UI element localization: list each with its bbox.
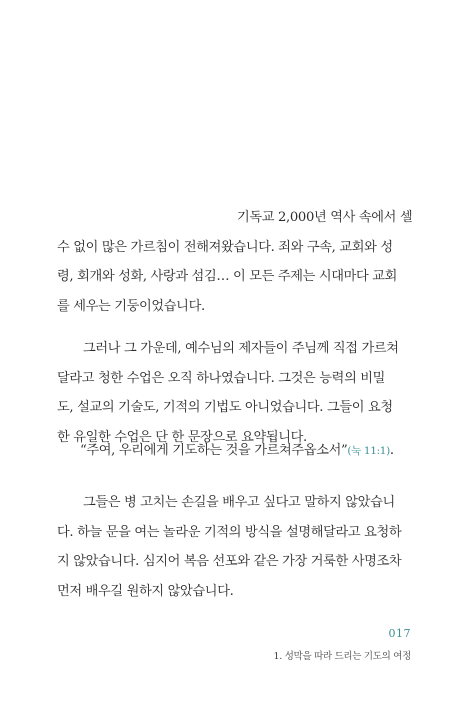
paragraph-line: 기독교 2,000년 역사 속에서 셀	[237, 210, 413, 225]
paragraph-line: 수 없이 많은 가르침이 전해져왔습니다. 죄와 구속, 교회와 성	[57, 239, 393, 255]
paragraph-line: 령, 회개와 성화, 사랑과 섬김… 이 모든 주제는 시대마다 교회	[57, 269, 398, 284]
scripture-quote	[80, 441, 394, 461]
paragraph-line: 를 세우는 기둥이었습니다.	[57, 298, 205, 314]
paragraph-line: 도, 설교의 기술도, 기적의 기법도 아니었습니다. 그들이 요청	[57, 400, 393, 415]
paragraph-3	[57, 488, 416, 606]
quote-reference: (눅 11:1)	[347, 445, 390, 457]
paragraph-line: 그들은 병 고치는 손길을 배우고 싶다고 말하지 않았습니	[83, 495, 395, 510]
paragraph-line: 그러나 그 가운데, 예수님의 제자들이 주님께 직접 가르쳐	[83, 341, 399, 356]
paragraph-line: 다. 하늘 문을 여는 놀라운 기적의 방식을 설명해달라고 요청하	[57, 524, 402, 540]
paragraph-2	[57, 334, 416, 452]
quote-tail: .	[389, 443, 394, 458]
paragraph-1	[57, 203, 416, 321]
paragraph-line: 지 않았습니다. 심지어 복음 선포와 같은 가장 거룩한 사명조차	[57, 554, 402, 569]
paragraph-line: 먼저 배우길 원하지 않았습니다.	[57, 583, 234, 599]
paragraph-line: 한 유일한 수업은 단 한 문장으로 요약됩니다.	[57, 429, 307, 445]
paragraph-line: 달라고 청한 수업은 오직 하나였습니다. 그것은 능력의 비밀	[57, 370, 386, 386]
page-number: 017	[388, 627, 411, 640]
quote-text: “주여, 우리에게 기도하는 것을 가르쳐주옵소서”	[80, 443, 348, 458]
chapter-title: 1. 성막을 따라 드리는 기도의 여정	[273, 651, 411, 662]
